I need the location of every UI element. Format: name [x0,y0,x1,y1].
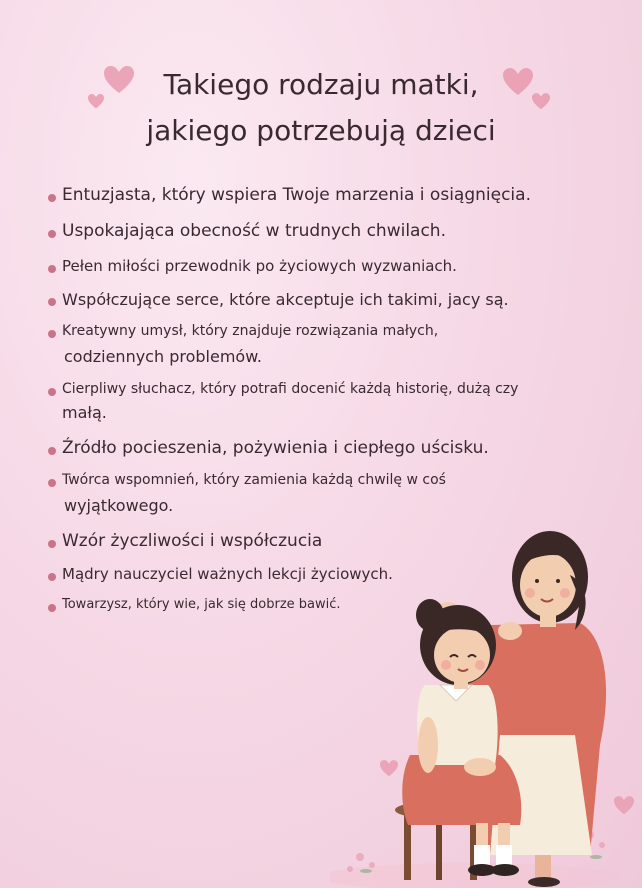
title-line-2: jakiego potrzebują dzieci [146,114,496,147]
bullet-dot-icon [48,194,56,202]
bullet-dot-icon [48,388,56,396]
page-title [0,62,642,154]
bullet-dot-icon [48,540,56,548]
bullet-dot-icon [48,265,56,273]
poster: Takiego rodzaju matki, jakiego potrzebują dzieci Entuzjasta, który wspiera Twoje marzenia i osiągnięcia. Uspokajająca obecność w trudnych chwilach. Pełen miłości przewodnik po życiowych wyzwaniach. Współczujące serce, które akceptuje ich takimi, jacy są. Kreatywny umysł, który znajduje rozwiązania małych, codziennych problemów. Cierpliwy słuchacz, który potrafi docenić każdą historię, dużą czy małą. Źródło pocieszenia, pożywienia i ciepłego uścisku. Twórca wspomnień, który zamienia każdą chwilę w coś wyjątkowego. Wzór życzliwości i współczucia Mądry nauczyciel ważnych lekcji życiowych. Towarzysz, który wie, jak się dobrze bawić. [0,0,642,888]
bullet-dot-icon [48,479,56,487]
bullet-dot-icon [48,330,56,338]
bullet-dot-icon [48,230,56,238]
title-line-1: Takiego rodzaju matki, [163,68,479,101]
mother-child-illustration [330,505,642,888]
bullet-dot-icon [48,573,56,581]
bullet-dot-icon [48,298,56,306]
bullet-dot-icon [48,604,56,612]
bullet-dot-icon [48,447,56,455]
